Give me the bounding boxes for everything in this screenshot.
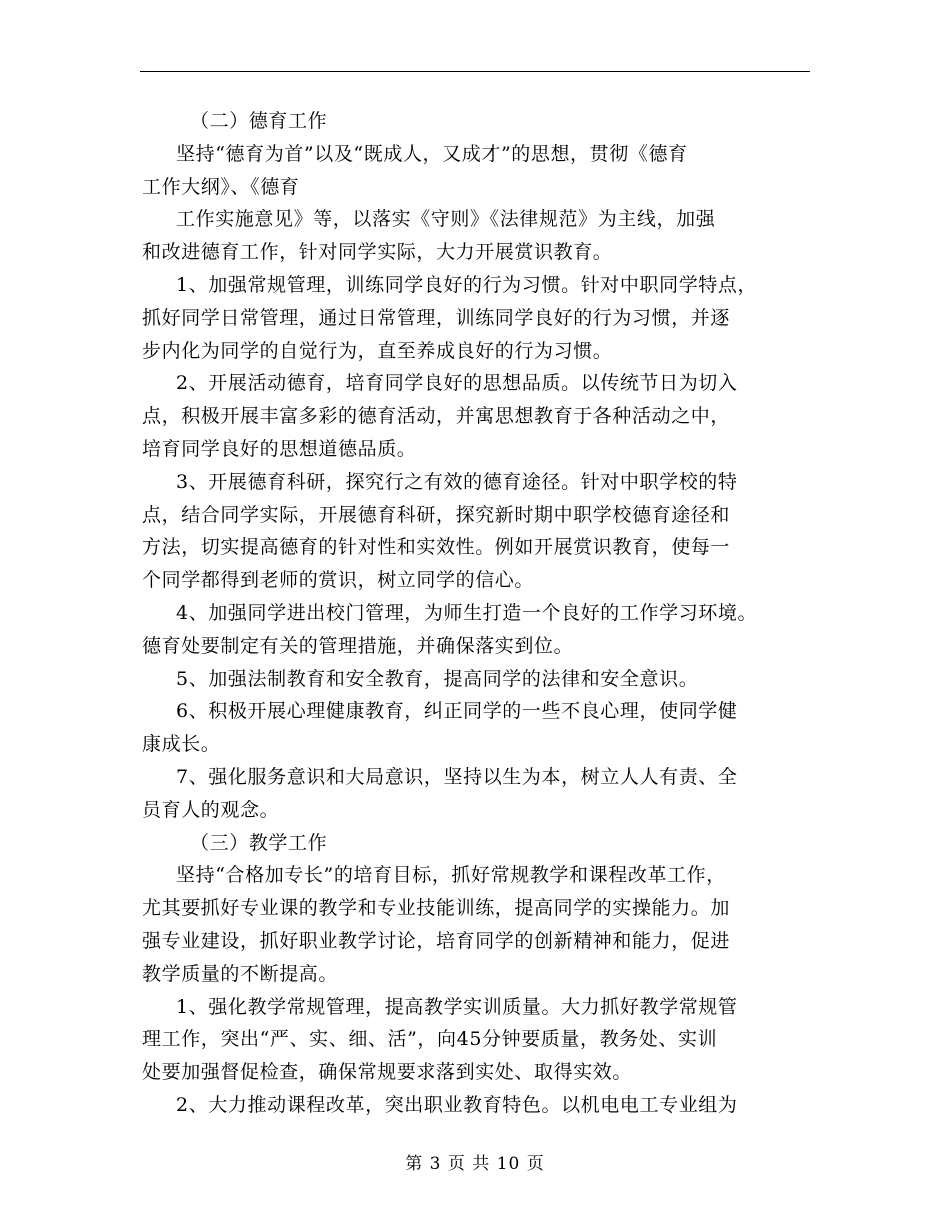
paragraph-line: 教学质量的不断提高。 bbox=[142, 962, 339, 985]
list-item-line: 方法，切实提高德育的针对性和实效性。例如开展赏识教育，使每一 bbox=[142, 536, 731, 559]
list-item-line: 2、大力推动课程改革，突出职业教育特色。以机电电工专业组为 bbox=[176, 1093, 738, 1116]
list-item-line: 2、开展活动德育，培育同学良好的思想品质。以传统节日为切入 bbox=[176, 372, 738, 395]
list-item-line: 理工作，突出“严、实、细、活”，向45分钟要质量，教务处、实训 bbox=[142, 1028, 718, 1051]
section-heading-moral-education: （二）德育工作 bbox=[190, 110, 328, 132]
list-item-line: 培育同学良好的思想道德品质。 bbox=[142, 437, 417, 460]
paragraph-line: 坚持“合格加专长”的培育目标，抓好常规教学和课程改革工作， bbox=[176, 864, 726, 887]
list-item-line: 抓好同学日常管理，通过日常管理，训练同学良好的行为习惯，并逐 bbox=[142, 306, 731, 329]
list-item-line: 3、开展德育科研，探究行之有效的德育途径。针对中职学校的特 bbox=[176, 470, 738, 493]
paragraph-line: 尤其要抓好专业课的教学和专业技能训练，提高同学的实操能力。加 bbox=[142, 897, 731, 920]
header-rule bbox=[140, 71, 810, 72]
list-item-line: 个同学都得到老师的赏识，树立同学的信心。 bbox=[142, 569, 535, 592]
list-item-line: 康成长。 bbox=[142, 733, 221, 756]
paragraph-line: 工作实施意见》等，以落实《守则》《法律规范》为主线，加强 bbox=[176, 208, 716, 231]
paragraph-line: 和改进德育工作，针对同学实际，大力开展赏识教育。 bbox=[142, 241, 613, 264]
list-item-line: 1、加强常规管理，训练同学良好的行为习惯。针对中职同学特点， bbox=[176, 273, 758, 296]
paragraph-line: 坚持“德育为首”以及“既成人，又成才”的思想，贯彻《德育 bbox=[176, 142, 688, 165]
page-number-footer: 第 3 页 共 10 页 bbox=[405, 1154, 545, 1174]
list-item-line: 4、加强同学进出校门管理，为师生打造一个良好的工作学习环境。 bbox=[176, 601, 758, 624]
list-item-line: 1、强化教学常规管理，提高教学实训质量。大力抓好教学常规管 bbox=[176, 995, 738, 1018]
paragraph-line: 工作大纲》、《德育 bbox=[142, 175, 300, 198]
document-body bbox=[142, 105, 812, 1122]
list-item-line: 6、积极开展心理健康教育，纠正同学的一些不良心理，使同学健 bbox=[176, 700, 738, 723]
list-item-line: 步内化为同学的自觉行为，直至养成良好的行为习惯。 bbox=[142, 339, 613, 362]
list-item-line: 点，积极开展丰富多彩的德育活动，并寓思想教育于各种活动之中， bbox=[142, 405, 731, 428]
list-item-line: 员育人的观念。 bbox=[142, 798, 280, 821]
section-heading-teaching: （三）教学工作 bbox=[190, 831, 328, 854]
list-item-line: 点，结合同学实际，开展德育科研，探究新时期中职学校德育途径和 bbox=[142, 503, 731, 526]
list-item-line: 5、加强法制教育和安全教育，提高同学的法律和安全意识。 bbox=[176, 667, 699, 690]
list-item-line: 处要加强督促检查，确保常规要求落到实处、取得实效。 bbox=[142, 1061, 633, 1084]
paragraph-line: 强专业建设，抓好职业教学讨论，培育同学的创新精神和能力，促进 bbox=[142, 929, 731, 952]
list-item-line: 德育处要制定有关的管理措施，并确保落实到位。 bbox=[142, 634, 574, 657]
list-item-line: 7、强化服务意识和大局意识，坚持以生为本，树立人人有责、全 bbox=[176, 765, 738, 788]
